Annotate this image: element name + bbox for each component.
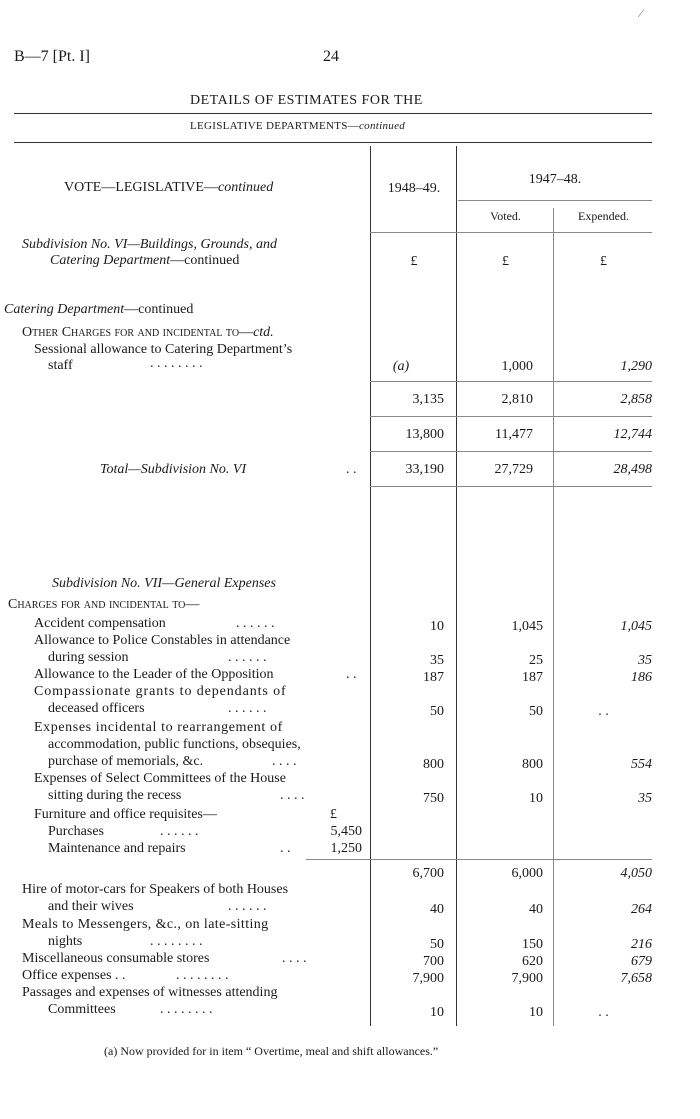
sessional-1948: (a) — [392, 359, 410, 374]
catering-continued: —continued — [124, 302, 194, 317]
compassionate-voted: 50 — [529, 704, 543, 719]
total6-voted: 27,729 — [494, 462, 533, 477]
footnote: (a) Now provided for in item “ Overtime, meal and shift allowances.” — [104, 1044, 439, 1058]
meals-1948: 50 — [430, 937, 444, 952]
compassionate-expended: . . — [598, 704, 609, 719]
subtitle-continued: continued — [359, 120, 406, 132]
furniture-voted: 6,000 — [511, 866, 543, 881]
expenses-voted: 800 — [522, 757, 543, 772]
motorcars-line2: and their wives — [48, 899, 134, 914]
accident-label: Accident compensation — [34, 616, 166, 631]
office-1948: 7,900 — [412, 971, 444, 986]
expenses-line1: Expenses incidental to rearrangement of — [34, 720, 283, 735]
compassionate-line2: deceased officers — [48, 701, 145, 716]
sessional-voted: 1,000 — [501, 359, 533, 374]
meals-expended: 216 — [631, 937, 652, 952]
corner-mark: ⁄ — [640, 6, 643, 20]
compassionate-1948: 50 — [430, 704, 444, 719]
furniture-line1: Furniture and office requisites— — [34, 807, 217, 822]
furniture-purchases-amount: 5,450 — [330, 824, 362, 839]
subtotal-rule-2 — [370, 416, 652, 417]
accident-1948: 10 — [430, 619, 444, 634]
subdivision-7-heading: Subdivision No. VII—General Expenses — [52, 576, 276, 591]
select-expended: 35 — [638, 791, 652, 806]
furniture-purchases-label: Purchases — [48, 824, 104, 839]
other-charges-heading — [22, 325, 274, 341]
police-line2: during session — [48, 650, 129, 665]
leader-expended: 186 — [631, 670, 652, 685]
currency-voted: £ — [502, 254, 509, 269]
compassionate-line1: Compassionate grants to dependants of — [34, 684, 287, 699]
motorcars-dots: . . . . . . — [228, 899, 267, 914]
catering-continued-heading — [4, 302, 193, 318]
expenses-1948: 800 — [423, 757, 444, 772]
passages-line1: Passages and expenses of witnesses attending — [22, 985, 278, 1000]
col-voted-heading: Voted. — [490, 209, 521, 223]
misc-expended: 679 — [631, 954, 652, 969]
total-rule-bottom — [370, 486, 652, 487]
expenses-line3: purchase of memorials, &c. — [48, 754, 204, 769]
motorcars-1948: 40 — [430, 902, 444, 917]
total6-expended: 28,498 — [613, 462, 652, 477]
meals-dots: . . . . . . . . — [150, 934, 203, 949]
select-line1: Expenses of Select Committees of the House — [34, 771, 286, 786]
passages-1948: 10 — [430, 1005, 444, 1020]
subtotal2-voted: 11,477 — [495, 427, 533, 442]
header-split-rule — [458, 200, 652, 201]
col-expended-heading: Expended. — [578, 209, 629, 223]
currency-1948: £ — [410, 254, 418, 269]
document-subtitle — [190, 120, 405, 132]
select-1948: 750 — [423, 791, 444, 806]
office-dots: . . . . . . . . — [176, 968, 229, 983]
sessional-expended: 1,290 — [620, 359, 652, 374]
accident-expended: 1,045 — [620, 619, 652, 634]
furniture-purchases-dots: . . . . . . — [160, 824, 199, 839]
misc-1948: 700 — [423, 954, 444, 969]
police-expended: 35 — [638, 653, 652, 668]
meals-voted: 150 — [522, 937, 543, 952]
subtotal2-1948: 13,800 — [405, 427, 444, 442]
office-expended: 7,658 — [620, 971, 652, 986]
col-rule-2 — [456, 146, 457, 1026]
police-dots: . . . . . . — [228, 650, 267, 665]
subdivision-6-heading: Subdivision No. VI—Buildings, Grounds, and — [22, 237, 277, 252]
office-voted: 7,900 — [511, 971, 543, 986]
expenses-dots: . . . . — [272, 754, 297, 769]
subtotal2-expended: 12,744 — [613, 427, 652, 442]
total-subdivision-6-label: Total—Subdivision No. VI — [100, 462, 247, 477]
accident-dots: . . . . . . — [236, 616, 275, 631]
meals-line1: Meals to Messengers, &c., on late-sitting — [22, 917, 269, 932]
vote-heading — [64, 180, 273, 196]
accident-voted: 1,045 — [511, 619, 543, 634]
col-rule-3 — [553, 208, 554, 1026]
expenses-line2: accommodation, public functions, obsequies, — [48, 737, 301, 752]
motorcars-voted: 40 — [529, 902, 543, 917]
furniture-1948: 6,700 — [412, 866, 444, 881]
col-1948-heading: 1948–49. — [387, 181, 441, 196]
police-voted: 25 — [529, 653, 543, 668]
sessional-dots: . . . . . . . . — [150, 356, 203, 371]
document-title: DETAILS OF ESTIMATES FOR THE — [190, 93, 423, 108]
motorcars-line1: Hire of motor-cars for Speakers of both Houses — [22, 882, 289, 897]
other-charges-label: Other Charges for and incidental to— — [22, 325, 254, 340]
catering-label: Catering Department — [4, 302, 125, 317]
charges-heading: Charges for and incidental to— — [8, 597, 200, 612]
select-line2: sitting during the recess — [48, 788, 182, 803]
col-rule-1 — [370, 146, 371, 1026]
leader-label: Allowance to the Leader of the Opposition — [34, 667, 274, 682]
subtitle-main: LEGISLATIVE DEPARTMENTS— — [190, 120, 359, 132]
page-reference: B—7 [Pt. I] — [14, 48, 90, 65]
select-voted: 10 — [529, 791, 543, 806]
total-subdivision-6-dots: . . — [346, 462, 357, 477]
title-rule — [14, 113, 652, 114]
subtotal1-voted: 2,810 — [501, 392, 533, 407]
meals-line2: nights — [48, 934, 83, 949]
sessional-line1: Sessional allowance to Catering Department’s — [34, 342, 293, 357]
office-label: Office expenses . . — [22, 968, 126, 983]
total-rule-top — [370, 451, 652, 452]
furniture-expended: 4,050 — [620, 866, 652, 881]
expenses-expended: 554 — [631, 757, 652, 772]
furniture-maintenance-label: Maintenance and repairs — [48, 841, 186, 856]
currency-expended: £ — [600, 254, 607, 269]
passages-line2: Committees — [48, 1002, 116, 1017]
subtotal1-expended: 2,858 — [620, 392, 652, 407]
other-charges-ctd: ctd. — [253, 325, 274, 340]
header-bottom-rule — [370, 232, 652, 233]
sessional-line2: staff — [48, 358, 73, 373]
table-top-rule — [14, 142, 652, 143]
col-1947-heading: 1947–48. — [528, 172, 582, 187]
leader-voted: 187 — [522, 670, 543, 685]
passages-dots: . . . . . . . . — [160, 1002, 213, 1017]
subtotal1-1948: 3,135 — [412, 392, 444, 407]
furniture-maintenance-dots: . . — [280, 841, 291, 856]
select-dots: . . . . — [280, 788, 305, 803]
vote-heading-main: VOTE—LEGISLATIVE— — [64, 180, 218, 195]
passages-expended: . . — [598, 1005, 609, 1020]
page-number: 24 — [323, 48, 339, 65]
leader-dots: . . — [346, 667, 357, 682]
subtotal-rule-1 — [370, 381, 652, 382]
motorcars-expended: 264 — [631, 902, 652, 917]
leader-1948: 187 — [423, 670, 444, 685]
subdivision-6-heading-line2 — [50, 253, 239, 269]
misc-label: Miscellaneous consumable stores — [22, 951, 210, 966]
subdivision-6-continued: —continued — [170, 253, 240, 268]
furniture-pound: £ — [330, 807, 337, 822]
passages-voted: 10 — [529, 1005, 543, 1020]
police-line1: Allowance to Police Constables in attendance — [34, 633, 291, 648]
total6-1948: 33,190 — [405, 462, 444, 477]
misc-voted: 620 — [522, 954, 543, 969]
furniture-subtotal-rule — [306, 859, 652, 860]
subdivision-6-catering: Catering Department — [50, 253, 171, 268]
misc-dots: . . . . — [282, 951, 307, 966]
police-1948: 35 — [430, 653, 444, 668]
compassionate-dots: . . . . . . — [228, 701, 267, 716]
furniture-maintenance-amount: 1,250 — [330, 841, 362, 856]
vote-heading-continued: continued — [217, 180, 274, 195]
